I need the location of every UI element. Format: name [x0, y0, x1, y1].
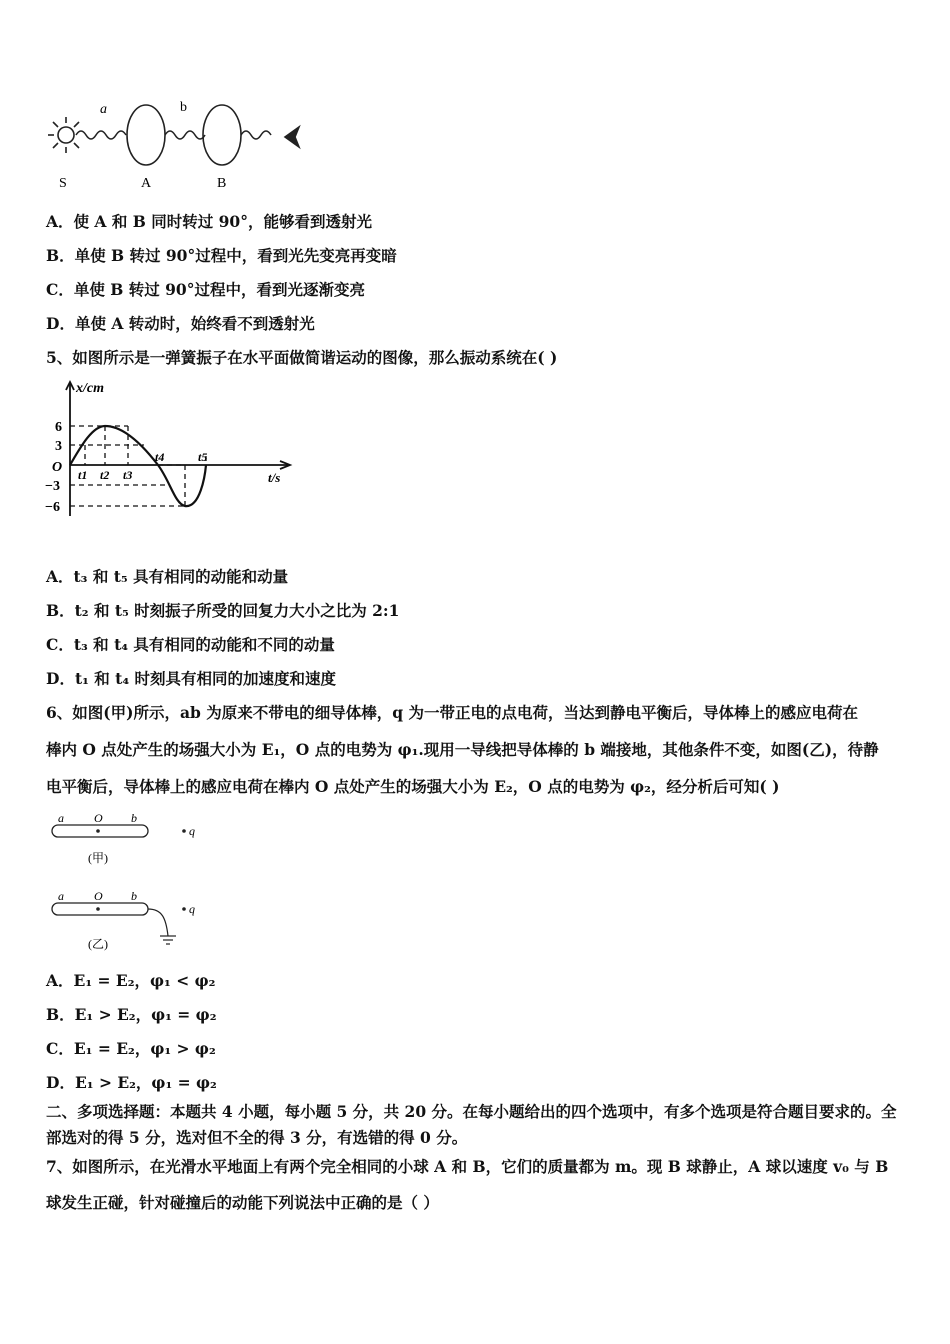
t3-label: t3 — [123, 468, 133, 482]
x-label: t/s — [268, 470, 281, 485]
conductor-rod-1 — [52, 825, 148, 837]
q6-stem-1: 6、如图(甲)所示，ab 为原来不带电的细导体棒，q 为一带正电的点电荷，当达到静电平衡后，导体棒上的感应电荷在 — [46, 703, 858, 722]
charge-q-1 — [182, 829, 186, 833]
rod1-b-label: b — [131, 811, 137, 825]
t2-label: t2 — [100, 468, 110, 482]
point-O-1 — [96, 829, 100, 833]
ground-wire — [148, 909, 168, 936]
q5-option-a: A．t₃ 和 t₅ 具有相同的动能和动量 — [46, 567, 289, 586]
polarizer-A — [127, 105, 165, 165]
rod2-a-label: a — [58, 889, 64, 903]
q5-option-d: D．t₁ 和 t₄ 时刻具有相同的加速度和速度 — [46, 669, 337, 688]
q6-option-c: C．E₁ = E₂，φ₁ > φ₂ — [46, 1039, 216, 1058]
shm-graph — [40, 376, 300, 526]
conductor-rod-2 — [52, 903, 148, 915]
q4-option-d: D．单使 A 转动时，始终看不到透射光 — [46, 314, 315, 333]
q7-stem-2: 球发生正碰，针对碰撞后的动能下列说法中正确的是（ ） — [46, 1193, 439, 1212]
q4-option-b: B．单使 B 转过 90°过程中，看到光先变亮再变暗 — [46, 246, 397, 265]
q4-option-c: C．单使 B 转过 90°过程中，看到光逐渐变亮 — [46, 280, 365, 299]
caption-jia: (甲) — [88, 851, 108, 865]
rod1-q-label: q — [189, 824, 195, 838]
tick-neg3: −3 — [45, 479, 60, 494]
q5-option-b: B．t₂ 和 t₅ 时刻振子所受的回复力大小之比为 2:1 — [46, 601, 400, 620]
rod2-O-label: O — [94, 889, 103, 903]
light-wave-b — [165, 131, 205, 139]
light-wave-a — [76, 131, 126, 139]
q6-option-a: A．E₁ = E₂，φ₁ < φ₂ — [46, 971, 216, 990]
light-wave-c — [241, 131, 271, 139]
label-B: B — [217, 176, 227, 191]
rod1-a-label: a — [58, 811, 64, 825]
y-label: x/cm — [76, 381, 104, 396]
label-S: S — [59, 176, 67, 191]
t4-label: t4 — [155, 450, 165, 464]
rod1-O-label: O — [94, 811, 103, 825]
section2-header: 二、多项选择题：本题共 4 小题，每小题 5 分，共 20 分。在每小题给出的四个选项中，有多个选项是符合题目要求的。全部选对的得 5 分，选对但不全的得 3 分，有选错的得 0 分。 — [46, 1102, 897, 1147]
caption-yi: (乙) — [88, 937, 108, 951]
q5-option-c: C．t₃ 和 t₄ 具有相同的动能和不同的动量 — [46, 635, 335, 654]
label-a: a — [100, 102, 107, 117]
q6-option-b: B．E₁ > E₂，φ₁ = φ₂ — [46, 1005, 217, 1024]
q5-stem: 5、如图所示是一弹簧振子在水平面做简谐运动的图像，那么振动系统在( ) — [46, 348, 558, 367]
t1-label: t1 — [78, 468, 88, 482]
eye-icon — [285, 127, 299, 147]
q6-option-d: D．E₁ > E₂，φ₁ = φ₂ — [46, 1073, 217, 1092]
origin-label: O — [52, 460, 63, 475]
polarizer-figure — [40, 95, 310, 195]
q6-stem-2: 棒内 O 点处产生的场强大小为 E₁，O 点的电势为 φ₁.现用一导线把导体棒的 b 端接地，其他条件不变，如图(乙)，待静 — [46, 740, 879, 759]
light-source-icon — [58, 127, 74, 143]
ground-icon — [160, 936, 176, 944]
conductor-figure — [44, 808, 214, 956]
q6-stem-3: 电平衡后，导体棒上的感应电荷在棒内 O 点处产生的场强大小为 E₂，O 点的电势为 φ₂，经分析后可知( ) — [46, 777, 780, 796]
t5-label: t5 — [198, 450, 208, 464]
tick-3: 3 — [55, 439, 62, 454]
tick-neg6: −6 — [45, 500, 60, 515]
q7-stem-1: 7、如图所示，在光滑水平地面上有两个完全相同的小球 A 和 B，它们的质量都为 m。现 B 球静止，A 球以速度 v₀ 与 B — [46, 1157, 889, 1176]
polarizer-B — [203, 105, 241, 165]
label-b: b — [180, 100, 187, 115]
charge-q-2 — [182, 907, 186, 911]
rod2-q-label: q — [189, 902, 195, 916]
point-O-2 — [96, 907, 100, 911]
tick-6: 6 — [55, 420, 62, 435]
q4-option-a: A．使 A 和 B 同时转过 90°，能够看到透射光 — [46, 212, 372, 231]
label-A: A — [141, 176, 152, 191]
rod2-b-label: b — [131, 889, 137, 903]
